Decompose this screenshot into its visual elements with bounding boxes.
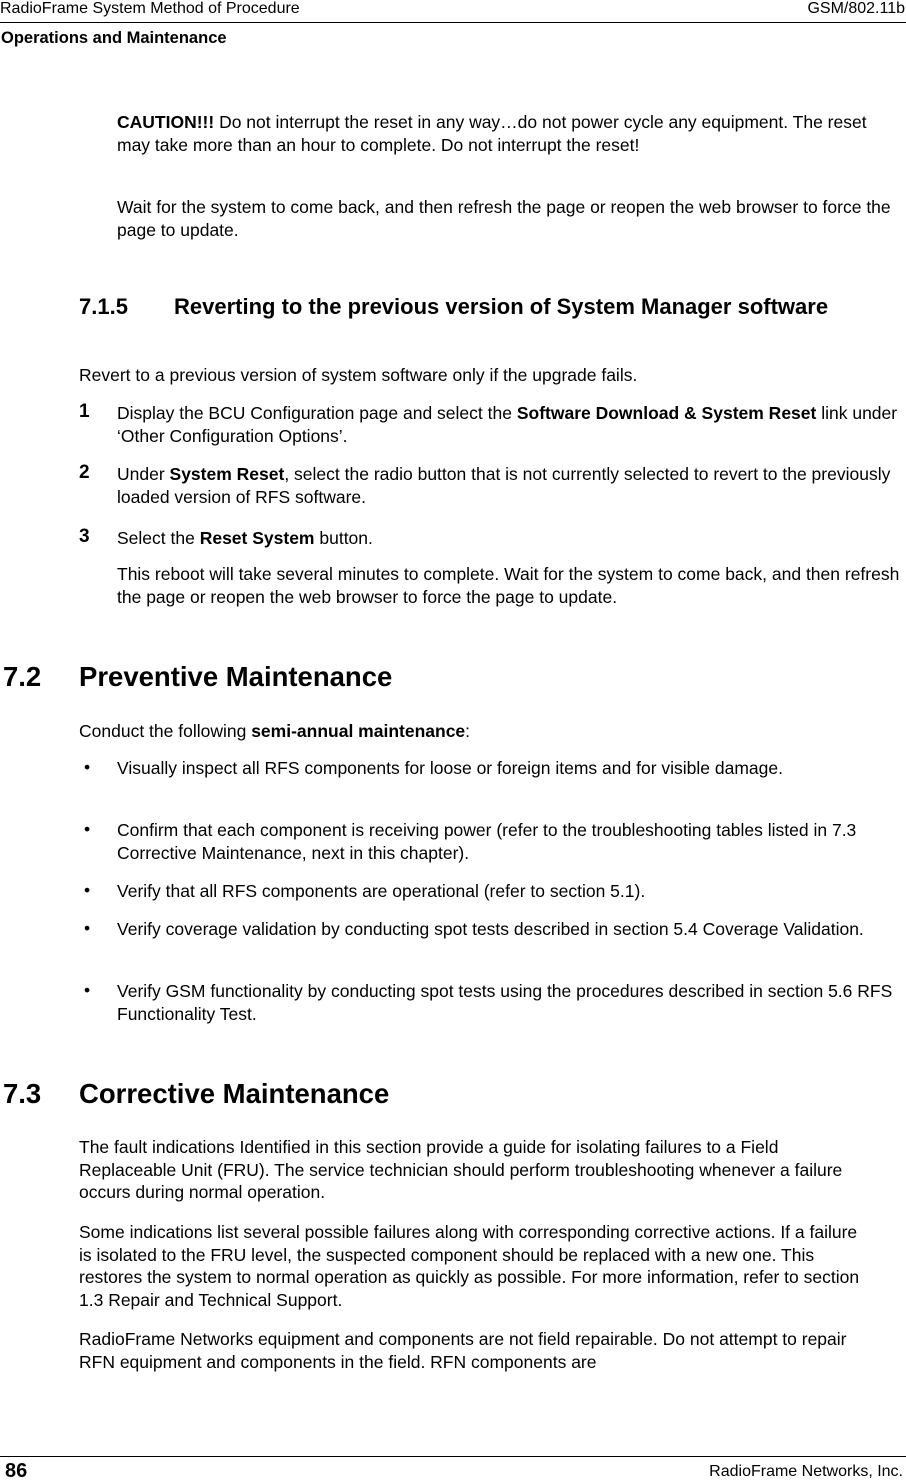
section-number: 7.2 [3,661,42,692]
list-item: Verify GSM functionality by conducting spot tests using the procedures described in section 5.6 RFS Functionality Test. [117,981,893,1024]
step-number: 2 [79,462,90,483]
section-7-3-paragraph: Some indications list several possible failures along with corresponding corrective actions. If a failure is isolated to the FRU level, the suspected component should be replaced with a new one. This restores the system to normal operation as quickly as possible. For more information, refer to section 1.3 Repair and Technical Support. [79,1222,860,1310]
step-number: 1 [79,401,90,422]
section-7-1-5-intro: Revert to a previous version of system software only if the upgrade fails. [79,365,638,385]
list-item: Verify coverage validation by conducting spot tests described in section 5.4 Coverage Validation. [117,919,864,939]
page-footer [0,1456,906,1482]
step-number: 3 [79,526,90,547]
header-section: Operations and Maintenance [1,29,227,47]
step-2-text: Under System Reset, select the radio button that is not currently selected to revert to the previously loaded version of RFS software. [117,464,891,507]
page-header [0,0,906,23]
section-title: Corrective Maintenance [79,1078,390,1109]
step-3-text: Select the Reset System button. [117,528,373,548]
page-number: 86 [5,1460,28,1482]
wait-paragraph: Wait for the system to come back, and then refresh the page or reopen the web browser to force the page to update. [117,197,891,240]
step-1-text: Display the BCU Configuration page and select the Software Download & System Reset link under ‘Other Configuration Options’. [117,403,898,446]
caution-text: Do not interrupt the reset in any way…do not power cycle any equipment. The reset may take more than an hour to complete. Do not interrupt the reset! [117,112,867,155]
section-title: Preventive Maintenance [79,661,393,692]
bullet-icon: • [84,980,91,1000]
bullet-icon: • [84,880,91,900]
list-item: Verify that all RFS components are operational (refer to section 5.1). [117,881,646,901]
bullet-icon: • [84,757,91,777]
section-number: 7.3 [3,1078,42,1109]
reboot-paragraph: This reboot will take several minutes to complete. Wait for the system to come back, and then refresh the page or reopen the web browser to force the page to update. [117,564,900,607]
bullet-icon: • [84,918,91,938]
header-document-title: RadioFrame System Method of Procedure [0,0,300,17]
footer-company: RadioFrame Networks, Inc. [709,1463,903,1480]
section-7-2-intro: Conduct the following semi-annual maintenance: [79,721,471,741]
bullet-icon: • [84,819,91,839]
list-item: Confirm that each component is receiving power (refer to the troubleshooting tables listed in 7.3 Corrective Maintenance, next in this chapter). [117,820,857,863]
section-number: 7.1.5 [79,294,128,319]
list-item: Visually inspect all RFS components for loose or foreign items and for visible damage. [117,758,783,778]
section-7-3-paragraph: RadioFrame Networks equipment and components are not field repairable. Do not attempt to repair RFN equipment and components in the field. RFN components are [79,1329,847,1372]
caution-paragraph [117,111,902,156]
section-7-3-paragraph: The fault indications Identified in this section provide a guide for isolating failures to a Field Replaceable Unit (FRU). The service technician should perform troubleshooting whenever a failure occurs during normal operation. [79,1137,843,1202]
caution-label: CAUTION!!! [117,112,215,132]
header-standard: GSM/802.11b [807,0,905,17]
section-title: Reverting to the previous version of System Manager software [174,294,829,319]
